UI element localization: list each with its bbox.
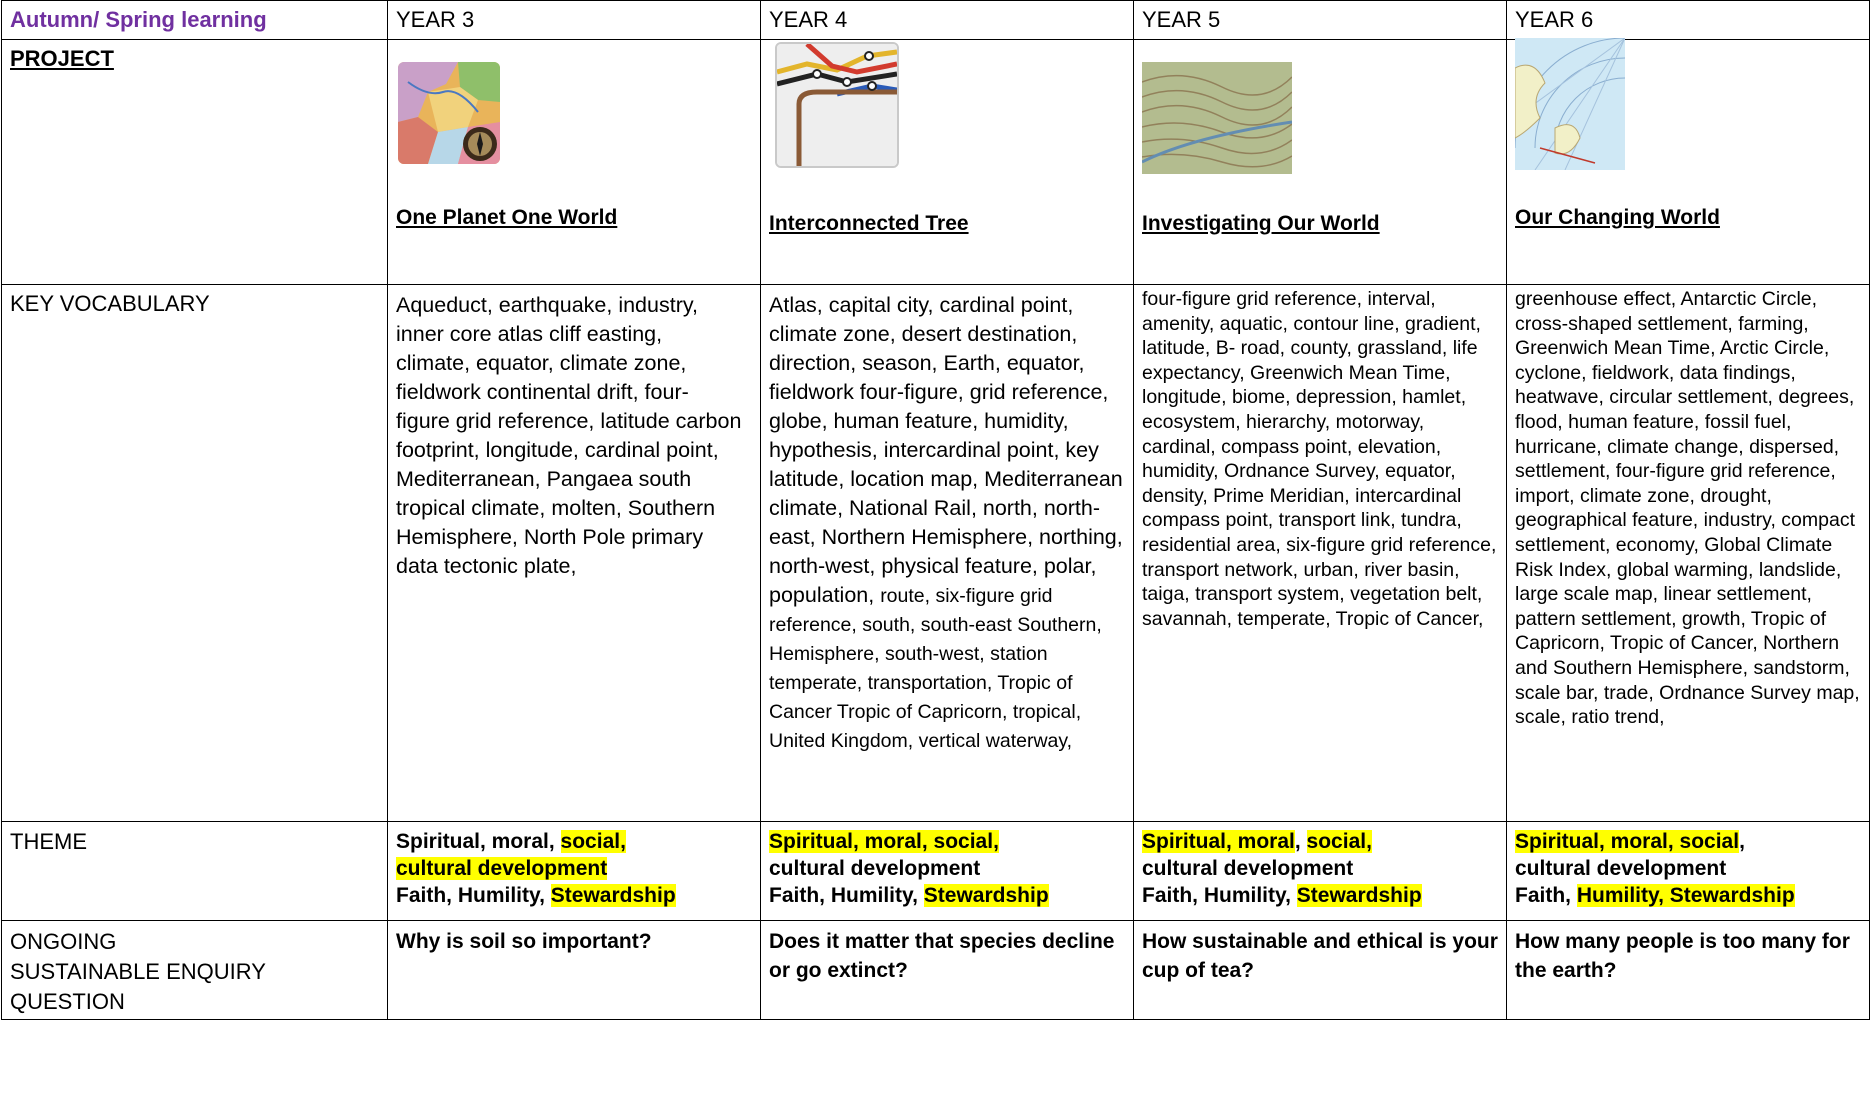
theme-y5: Spiritual, moral, social, cultural development Faith, Humility, Stewardship (1134, 822, 1507, 921)
vocabulary-y5: four-figure grid reference, interval, amenity, aquatic, contour line, gradient, latitude, B- road, county, grassland, life expectancy, Greenwich Mean Time, longitude, biome, depression, hamlet, ecosystem, hierarchy, motorway, cardinal, compass point, elevation, humidity, Ordnance Survey, equator, density, Prime Meridian, intercardinal compass point, transport link, tundra, residential area, six-figure grid reference, transport network, urban, river basin, taiga, transport system, vegetation belt, savannah, temperate, Tropic of Cancer, (1134, 285, 1507, 822)
polar-map-image (1515, 38, 1625, 170)
vocabulary-y6: greenhouse effect, Antarctic Circle, cross-shaped settlement, farming, Greenwich Mean Time, Arctic Circle, cyclone, fieldwork, data findings, heatwave, circular settlement, degrees, flood, human feature, fossil fuel, hurricane, climate change, dispersed, settlement, four-figure grid reference, import, climate zone, drought, geographical feature, industry, compact settlement, economy, Global Climate Risk Index, global warming, landslide, large scale map, linear settlement, pattern settlement, growth, Tropic of Capricorn, Tropic of Cancer, Northern and Southern Hemisphere, sandstorm, scale bar, trade, Ordnance Survey map, scale, ratio trend, (1507, 285, 1870, 822)
project-cell-y3 (388, 40, 761, 285)
enquiry-y3: Why is soil so important? (388, 921, 761, 1020)
project-cell-y5 (1134, 40, 1507, 285)
project-title-y3: One Planet One World (396, 206, 618, 229)
project-cell-y4 (761, 40, 1134, 285)
project-title-y5: Investigating Our World (1142, 212, 1380, 235)
enquiry-row (2, 921, 1870, 1020)
vocabulary-row (2, 285, 1870, 822)
project-row (2, 40, 1870, 285)
year-5-header: YEAR 5 (1134, 1, 1507, 40)
enquiry-y4: Does it matter that species decline or go extinct? (761, 921, 1134, 1020)
contour-map-image (1142, 62, 1292, 174)
project-label-cell (2, 40, 388, 285)
theme-label: THEME (2, 822, 388, 921)
project-cell-y6 (1507, 40, 1870, 285)
atlas-map-compass-image (398, 62, 500, 164)
curriculum-table (1, 0, 1870, 1020)
theme-y6: Spiritual, moral, social, cultural development Faith, Humility, Stewardship (1507, 822, 1870, 921)
header-row (2, 1, 1870, 40)
project-title-y6: Our Changing World (1515, 206, 1720, 229)
year-6-header: YEAR 6 (1507, 1, 1870, 40)
table-title: Autumn/ Spring learning (2, 1, 388, 40)
enquiry-y5: How sustainable and ethical is your cup of tea? (1134, 921, 1507, 1020)
year-3-header: YEAR 3 (388, 1, 761, 40)
tube-network-map-image (775, 42, 899, 168)
enquiry-y6: How many people is too many for the earth? (1507, 921, 1870, 1020)
project-label: PROJECT (10, 46, 114, 71)
theme-y3: Spiritual, moral, social, cultural development Faith, Humility, Stewardship (388, 822, 761, 921)
enquiry-label: ONGOING SUSTAINABLE ENQUIRY QUESTION (2, 921, 388, 1020)
theme-row (2, 822, 1870, 921)
project-title-y4: Interconnected Tree (769, 212, 969, 235)
theme-y4: Spiritual, moral, social, cultural development Faith, Humility, Stewardship (761, 822, 1134, 921)
year-4-header: YEAR 4 (761, 1, 1134, 40)
vocabulary-label: KEY VOCABULARY (2, 285, 388, 822)
vocabulary-y3: Aqueduct, earthquake, industry, inner core atlas cliff easting, climate, equator, climate zone, fieldwork continental drift, four-figure grid reference, latitude carbon footprint, longitude, cardinal point, Mediterranean, Pangaea south tropical climate, molten, Southern Hemisphere, North Pole primary data tectonic plate, (388, 285, 761, 822)
vocabulary-y4: Atlas, capital city, cardinal point, climate zone, desert destination, direction, season, Earth, equator, fieldwork four-figure, grid reference, globe, human feature, humidity, hypothesis, intercardinal point, key latitude, location map, Mediterranean climate, National Rail, north, north-east, Northern Hemisphere, northing, north-west, physical feature, polar, population, route, six-figure grid reference, south, south-east Southern, Hemisphere, south-west, station temperate, transportation, Tropic of Cancer Tropic of Capricorn, tropical, United Kingdom, vertical waterway, (761, 285, 1134, 822)
